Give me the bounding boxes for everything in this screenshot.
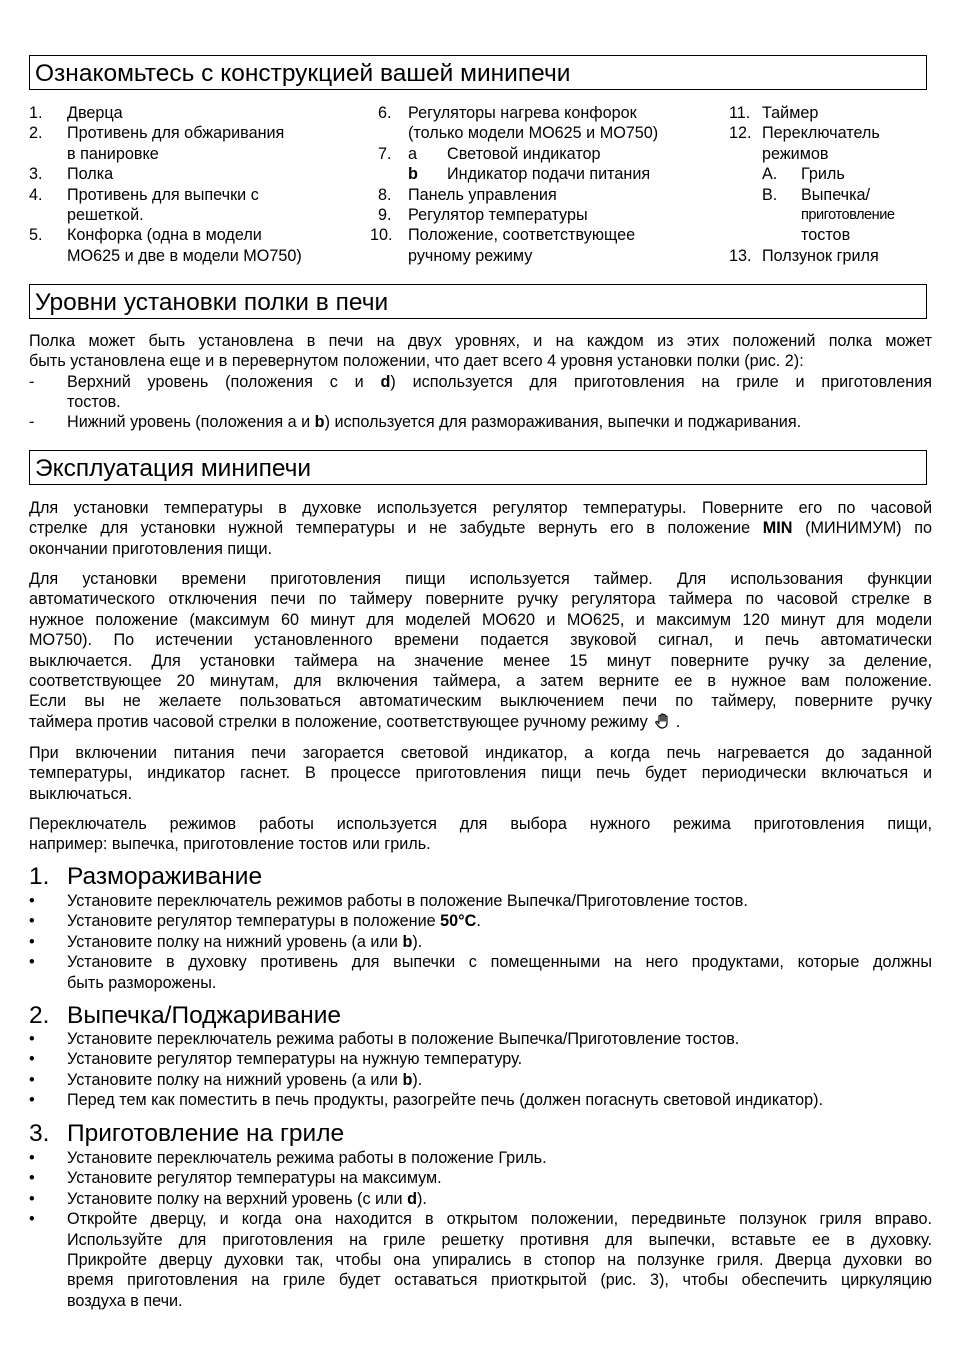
item-text: Конфорка (одна в модели (67, 226, 262, 245)
defrost-bullets: • Установите переключатель режимов работы в положение Выпечка/Приготовление тостов. • Установите регулятор температуры в положение 50°C. • Установите полку на нижний уровень (а или b). • Установите в духовку противень для выпечки с помещенными на него продуктами, которые должны быть разморожены. (29, 892, 932, 992)
item-text: Панель управления (408, 185, 557, 204)
item-num: 9. (378, 206, 392, 225)
item-text: Ползунок гриля (762, 246, 879, 265)
item-num: 2. (29, 124, 43, 143)
item-text: Гриль (801, 165, 845, 184)
item-text: тостов (801, 226, 851, 245)
item-num: 3. (29, 165, 43, 184)
item-text: приготовление (801, 207, 895, 224)
item-num: 4. (29, 185, 43, 204)
subsection-title-baking: 2. Выпечка/Поджаривание (29, 1002, 342, 1029)
item-text: режимов (762, 144, 829, 163)
item-text: MO625 и две в модели MO750) (67, 246, 302, 265)
item-num: 13. (729, 246, 752, 265)
baking-bullets: • Установите переключатель режима работы в положение Выпечка/Приготовление тостов. • Установите регулятор температуры на нужную температуру. • Установите полку на нижний уровень (а или b). • Перед тем как поместить в печь продукты, разогрейте печь (должен погаснуть световой индикатор). (29, 1030, 824, 1110)
parts-list-col1 (29, 103, 349, 266)
item-text: Противень для обжаривания (67, 124, 285, 143)
item-text: Дверца (67, 104, 123, 122)
grill-bullets: • Установите переключатель режима работы в положение Гриль. • Установите регулятор температуры на максимум. • Установите полку на верхний уровень (с или d). • Откройте дверцу, и когда она находится в открытом положении, передвиньте ползунок гриля вправо. Используйте для приготовления на гриле решетку противня для выпечки, вставьте ее в духовку. Прикройте дверцу духовки так, чтобы она упирались в стопор на ползунке гриля. Дверца духовки во время приготовления на гриле будет оставаться приоткрытой (рис. 3), чтобы обеспечить циркуляцию воздуха в печи. (29, 1149, 932, 1310)
item-text: в панировке (67, 144, 159, 163)
item-text: Полка (67, 165, 114, 184)
item-text: (только модели MO625 и MO750) (408, 124, 659, 143)
item-text: Индикатор подачи питания (447, 165, 651, 184)
item-text: Регуляторы нагрева конфорок (408, 104, 637, 122)
item-num: 5. (29, 226, 43, 245)
levels-upper-item: - Верхний уровень (положения c и d) используется для приготовления на гриле и приготовления тостов. (29, 373, 932, 412)
item-text: Переключатель (762, 124, 880, 143)
item-letter: B. (762, 185, 778, 204)
section-title-levels: Уровни установки полки в печи (29, 284, 927, 319)
levels-lower-item: - Нижний уровень (положения а и b) используется для размораживания, выпечки и поджаривания. (29, 413, 802, 431)
item-text: Противень для выпечки с (67, 185, 259, 204)
item-text: решеткой. (67, 206, 144, 225)
item-num: 6. (378, 104, 392, 122)
hand-icon (654, 713, 672, 729)
item-num: 8. (378, 185, 392, 204)
subsection-title-defrost: 1. Размораживание (29, 863, 263, 890)
item-text: Положение, соответствующее (408, 226, 636, 245)
item-letter: b (408, 165, 418, 184)
item-text: Регулятор температуры (408, 206, 588, 225)
parts-list-col2 (370, 103, 710, 266)
item-num: 10. (370, 226, 393, 245)
item-text: Световой индикатор (447, 144, 601, 163)
item-letter: a (408, 144, 418, 163)
item-text: ручному режиму (408, 246, 533, 265)
subsection-title-grill: 3. Приготовление на гриле (29, 1120, 345, 1147)
operation-paragraph-modes: Переключатель режимов работы используется для выбора нужного режима приготовления пищи, например: выпечка, приготовление тостов или гриль. (29, 815, 932, 854)
item-text: Таймер (762, 104, 819, 122)
section-title-construction: Ознакомьтесь с конструкцией вашей минипечи (29, 55, 927, 90)
operation-paragraph-temperature: Для установки температуры в духовке используется регулятор температуры. Поверните его по часовой стрелке для установки нужной температуры и не забудьте вернуть его в положение MIN (МИНИМУМ) по окончании приготовления пищи. (29, 499, 932, 558)
parts-list-col3 (729, 103, 929, 266)
item-text: Выпечка/ (801, 185, 871, 204)
item-num: 7. (378, 144, 392, 163)
item-letter: A. (762, 165, 778, 184)
item-num: 1. (29, 104, 43, 122)
operation-paragraph-timer: Для установки времени приготовления пищи используется таймер. Для использования функции автоматического отключения печи по таймеру поверните ручку регулятора таймера по часовой стрелке в нужное положение (максимум 60 минут для моделей MO620 и MO625, и максимум 120 минут для модели MO750). По истечении установленного времени подается звуковой сигнал, и печь автоматически выключается. Для установки таймера на значение менее 15 минут поверните ручку за деление, соответствующее 20 минутам, для включения таймера, а затем верните ее в нужное вам положение. Если вы не желаете пользоваться автоматическим выключением печи по таймеру, поверните ручку таймера против часовой стрелки в положение, соответствующее ручному режиму . (29, 570, 932, 731)
operation-paragraph-indicator: При включении питания печи загорается световой индикатор, а когда печь нагревается до заданной температуры, индикатор гаснет. В процессе приготовления пищи печь будет периодически включаться и выключаться. (29, 744, 932, 803)
item-num: 12. (729, 124, 752, 143)
section-title-operation: Эксплуатация минипечи (29, 450, 927, 485)
levels-intro: Полка может быть установлена в печи на двух уровнях, и на каждом из этих положений полка может быть установлена еще и в перевернутом положении, что дает всего 4 уровня установки полки (рис. 2): (29, 332, 932, 371)
item-num: 11. (729, 104, 751, 122)
